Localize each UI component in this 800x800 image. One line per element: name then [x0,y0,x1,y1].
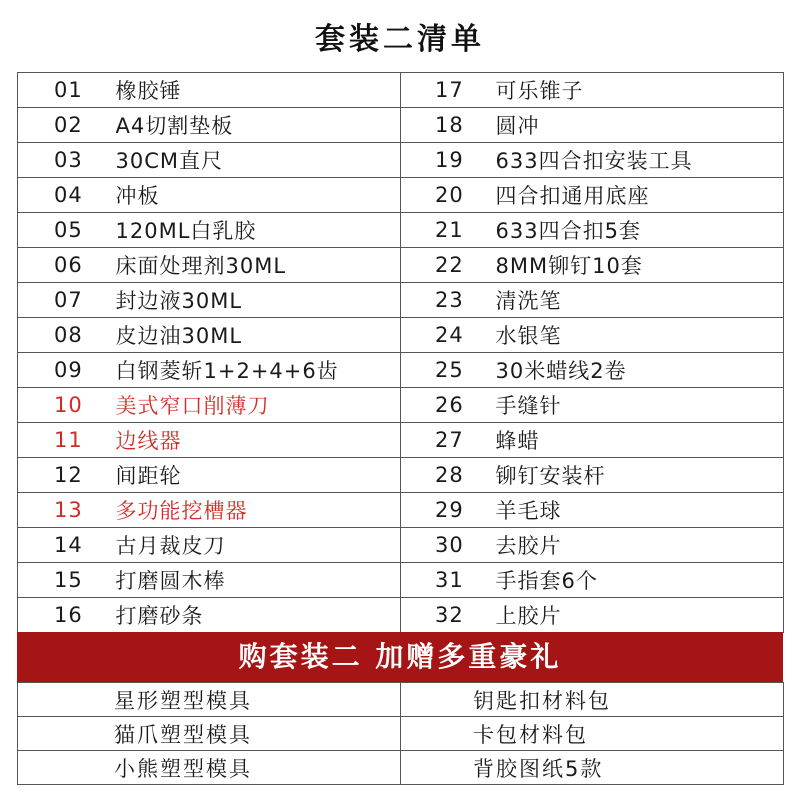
item-name: 120ML白乳胶 [116,213,401,248]
item-name: 蜂蜡 [496,423,784,458]
item-name: 去胶片 [496,528,784,563]
table-row [18,563,784,598]
table-row [18,73,784,108]
item-number: 06 [18,248,116,283]
item-name: 四合扣通用底座 [496,178,784,213]
item-name: 皮边油30ML [116,318,401,353]
item-number: 24 [401,318,496,353]
item-name: 间距轮 [116,458,401,493]
table-row [18,248,784,283]
item-name: 美式窄口削薄刀 [116,388,401,423]
item-name: 8MM铆钉10套 [496,248,784,283]
table-row [18,388,784,423]
gift-item: 背胶图纸5款 [401,751,784,785]
item-number: 28 [401,458,496,493]
item-number: 04 [18,178,116,213]
item-name: 打磨圆木棒 [116,563,401,598]
item-name: 30米蜡线2卷 [496,353,784,388]
table-row [18,178,784,213]
item-number: 22 [401,248,496,283]
item-name: 橡胶锤 [116,73,401,108]
item-name: 清洗笔 [496,283,784,318]
item-number: 25 [401,353,496,388]
item-number: 19 [401,143,496,178]
item-number: 31 [401,563,496,598]
item-number: 30 [401,528,496,563]
item-name: 铆钉安装杆 [496,458,784,493]
item-number: 09 [18,353,116,388]
gift-item: 卡包材料包 [401,717,784,751]
item-number: 23 [401,283,496,318]
item-number: 20 [401,178,496,213]
item-name: 白钢菱斩1+2+4+6齿 [116,353,401,388]
item-name: 可乐锥子 [496,73,784,108]
item-number: 07 [18,283,116,318]
item-name: 圆冲 [496,108,784,143]
item-name: 手指套6个 [496,563,784,598]
item-number: 15 [18,563,116,598]
table-row [18,143,784,178]
item-name: 30CM直尺 [116,143,401,178]
gift-item: 小熊塑型模具 [18,751,401,785]
item-name: 打磨砂条 [116,598,401,633]
item-number: 03 [18,143,116,178]
table-row [18,423,784,458]
gift-item: 猫爪塑型模具 [18,717,401,751]
item-number: 14 [18,528,116,563]
gift-row [18,751,784,785]
item-number: 26 [401,388,496,423]
item-name: A4切割垫板 [116,108,401,143]
item-number: 32 [401,598,496,633]
item-name: 633四合扣安装工具 [496,143,784,178]
gift-list-table [17,682,784,785]
item-name: 边线器 [116,423,401,458]
table-row [18,353,784,388]
item-name: 床面处理剂30ML [116,248,401,283]
gift-banner: 购套装二 加赠多重豪礼 [17,632,783,682]
item-number: 08 [18,318,116,353]
gift-row [18,683,784,717]
table-row [18,318,784,353]
gift-row [18,717,784,751]
gift-item: 钥匙扣材料包 [401,683,784,717]
table-row [18,458,784,493]
item-number: 18 [401,108,496,143]
item-number: 29 [401,493,496,528]
item-name: 手缝针 [496,388,784,423]
item-name: 上胶片 [496,598,784,633]
table-row [18,213,784,248]
table-row [18,528,784,563]
item-name: 冲板 [116,178,401,213]
item-number: 01 [18,73,116,108]
item-number: 13 [18,493,116,528]
item-name: 古月裁皮刀 [116,528,401,563]
page-title: 套装二清单 [315,22,485,57]
table-row [18,283,784,318]
table-row [18,598,784,633]
item-number: 21 [401,213,496,248]
item-number: 02 [18,108,116,143]
table-row [18,108,784,143]
item-number: 12 [18,458,116,493]
item-name: 封边液30ML [116,283,401,318]
item-list-table [17,72,784,633]
item-name: 多功能挖槽器 [116,493,401,528]
gift-item: 星形塑型模具 [18,683,401,717]
item-name: 水银笔 [496,318,784,353]
item-number: 16 [18,598,116,633]
item-name: 羊毛球 [496,493,784,528]
item-number: 27 [401,423,496,458]
table-row [18,493,784,528]
item-number: 17 [401,73,496,108]
item-number: 10 [18,388,116,423]
item-number: 11 [18,423,116,458]
item-name: 633四合扣5套 [496,213,784,248]
item-number: 05 [18,213,116,248]
